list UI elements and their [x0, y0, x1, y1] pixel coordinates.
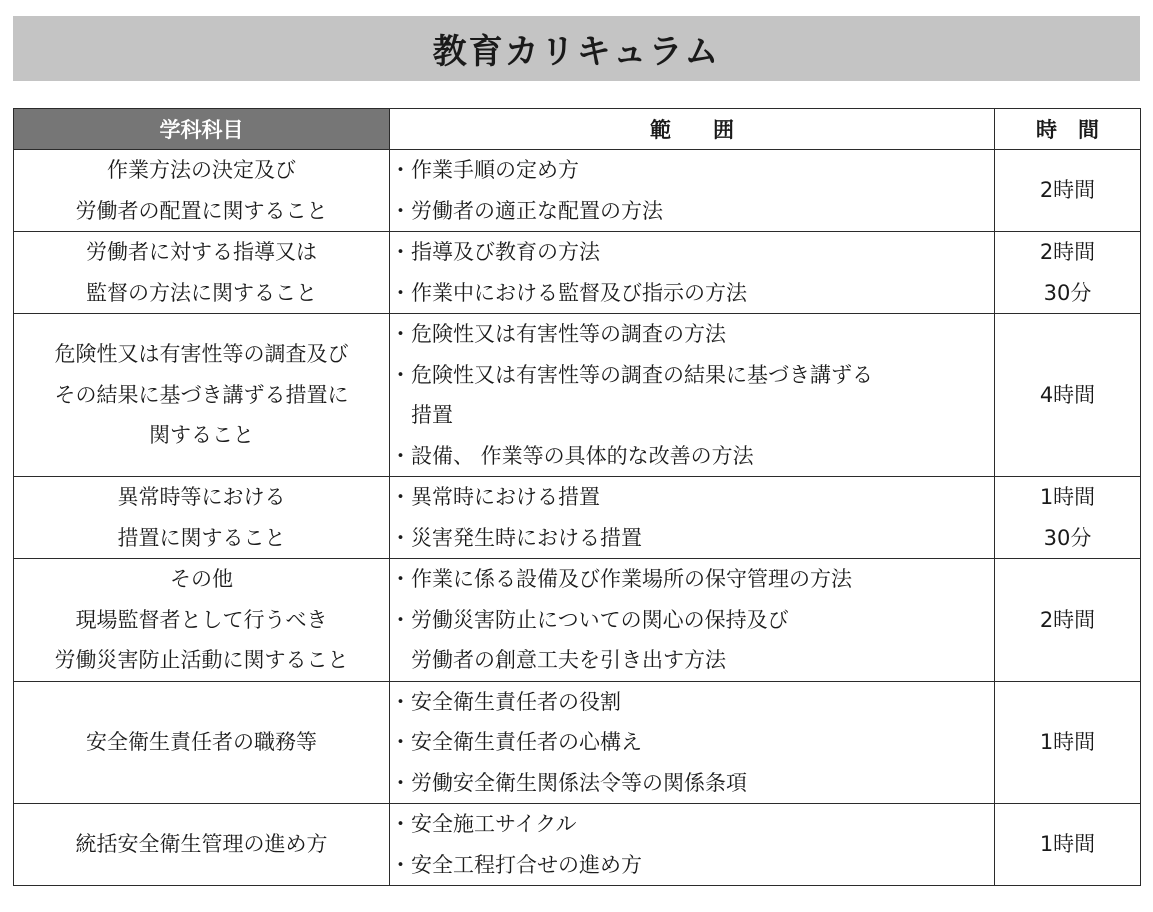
time-cell [995, 681, 1141, 804]
range-item: ・ 危険性又は有害性等の調査の方法 [390, 314, 994, 355]
time-cell [995, 232, 1141, 314]
title-bar [13, 16, 1140, 81]
time-line: 1時間 [1039, 832, 1096, 857]
time-cell [995, 150, 1141, 232]
range-item: ・ 危険性又は有害性等の調査の結果に基づき講ずる [390, 355, 994, 396]
range-item: ・ 指導及び教育の方法 [390, 232, 994, 273]
time-line: 1時間 [1039, 485, 1096, 509]
table-row [14, 314, 1141, 477]
range-item: ・ 安全衛生責任者の役割 [390, 682, 994, 723]
time-line: 2時間 [1039, 607, 1096, 632]
table-row [14, 232, 1141, 314]
table-row [14, 681, 1141, 804]
subject-line: 統括安全衛生管理の進め方 [75, 832, 328, 857]
range-item: ・ 異常時における措置 [390, 477, 994, 518]
range-item: ・ 安全衛生責任者の心構え [390, 722, 994, 763]
subject-line: 労働者に対する指導又は [86, 240, 317, 264]
header-row [14, 109, 1141, 150]
subject-line: 労働災害防止活動に関すること [54, 648, 349, 672]
subject-line: 危険性又は有害性等の調査及び [54, 342, 349, 367]
range-cell [390, 314, 995, 477]
time-line: 1時間 [1039, 730, 1096, 754]
table-row [14, 477, 1141, 559]
range-item: ・ 安全施工サイクル [390, 804, 994, 845]
page-title: 教育カリキュラム [432, 32, 721, 72]
range-item: ・ 設備、 作業等の具体的な改善の方法 [390, 436, 994, 477]
subject-cell [14, 559, 390, 682]
subject-cell [14, 150, 390, 232]
header-subject: 学科科目 [14, 109, 390, 150]
subject-line: その他 [170, 567, 233, 591]
range-item: ・ 作業手順の定め方 [390, 150, 994, 191]
curriculum-table [13, 108, 1141, 886]
subject-line: 労働者の配置に関すること [75, 198, 328, 223]
subject-line: その結果に基づき講ずる措置に [54, 382, 349, 407]
time-cell [995, 477, 1141, 559]
time-cell [995, 804, 1141, 886]
subject-cell [14, 232, 390, 314]
range-item: ・ 災害発生時における措置 [390, 518, 994, 559]
subject-line: 現場監督者として行うべき [75, 607, 328, 632]
subject-line: 関すること [149, 423, 254, 448]
subject-cell [14, 477, 390, 559]
range-cell [390, 681, 995, 804]
table-row [14, 804, 1141, 886]
range-cell [390, 559, 995, 682]
table-row [14, 559, 1141, 682]
range-item: ・ 安全工程打合せの進め方 [390, 845, 994, 886]
subject-cell [14, 804, 390, 886]
header-range: 範 囲 [390, 109, 995, 150]
range-cell [390, 150, 995, 232]
range-cell [390, 232, 995, 314]
subject-line: 監督の方法に関すること [86, 280, 317, 305]
time-cell [995, 314, 1141, 477]
subject-cell [14, 314, 390, 477]
range-item: ・ 作業に係る設備及び作業場所の保守管理の方法 [390, 559, 994, 600]
range-item-continuation: 措置 [411, 403, 453, 427]
time-cell [995, 559, 1141, 682]
range-cell [390, 804, 995, 886]
subject-line: 異常時等における [117, 485, 286, 509]
range-item-continuation: 労働者の創意工夫を引き出す方法 [411, 648, 726, 672]
subject-line: 作業方法の決定及び [107, 158, 296, 182]
time-line: 4時間 [1039, 382, 1096, 407]
header-time: 時 間 [995, 109, 1141, 150]
range-item: ・ 作業中における監督及び指示の方法 [390, 273, 994, 314]
time-line: 2時間 [1039, 240, 1096, 264]
subject-line: 安全衛生責任者の職務等 [86, 730, 317, 754]
range-item: ・ 労働安全衛生関係法令等の関係条項 [390, 763, 994, 804]
range-item: ・ 労働災害防止についての関心の保持及び [390, 600, 994, 641]
subject-cell [14, 681, 390, 804]
time-line: 30分 [1043, 280, 1092, 305]
range-cell [390, 477, 995, 559]
table-row [14, 150, 1141, 232]
time-line: 2時間 [1039, 178, 1096, 203]
range-item: ・ 労働者の適正な配置の方法 [390, 191, 994, 232]
time-line: 30分 [1043, 525, 1092, 550]
subject-line: 措置に関すること [117, 525, 286, 550]
